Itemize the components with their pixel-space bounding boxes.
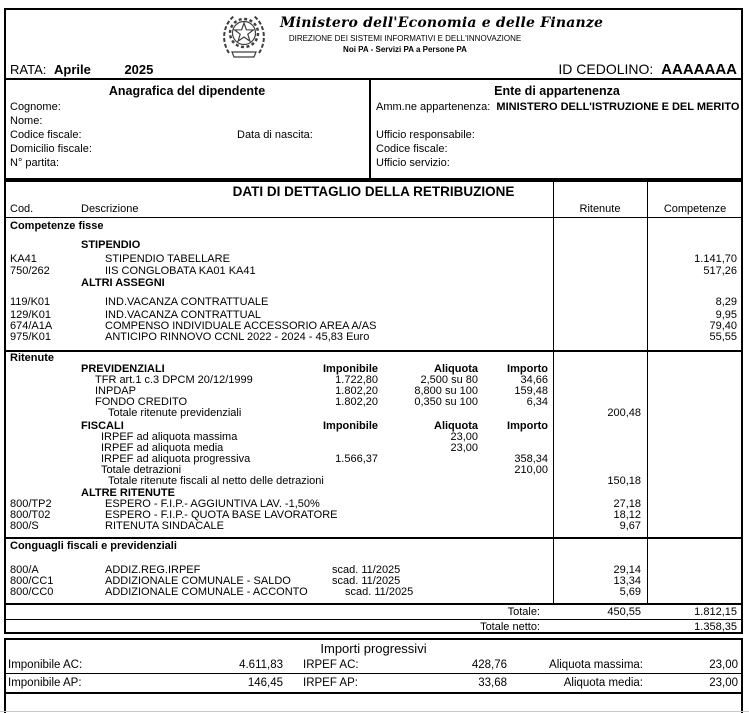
row-desc: IIS CONGLOBATA KA01 KA41 [105,265,256,277]
row-importo: 159,48 [514,385,548,397]
col-aliquota: Aliquota [434,363,478,375]
irpef-ac-value: 428,76 [471,659,507,671]
totale-netto-row [0,621,749,634]
totale-label: Totale: [507,606,540,618]
dettaglio-column-header-row [0,203,749,216]
row-code: 975/K01 [10,331,51,343]
id-cedolino-line [558,61,737,78]
row-imponibile: 1.802,20 [335,396,378,408]
subsection-title: ALTRE RITENUTE [81,487,175,499]
id-cedolino-value: AAAAAAA [661,61,737,78]
irpef-ac-label: IRPEF AC: [303,659,359,671]
table-row [0,586,749,599]
section-title: Ritenute [10,352,54,364]
row-code: 119/K01 [10,296,51,308]
row-aliquota: 23,00 [450,442,478,454]
section-competenze-fisse [0,220,749,233]
row-competenze: 8,29 [715,296,737,308]
row-importo: 210,00 [514,464,548,476]
table-row [0,331,749,344]
row-desc: ESPERO - F.I.P.- AGGIUNTIVA LAV. -1,50% [105,498,320,510]
row-code: 750/262 [10,265,50,277]
section-line-conguagli [4,537,743,539]
irpef-ap-label: IRPEF AP: [303,677,358,689]
row-desc: RITENUTA SINDACALE [105,520,224,532]
ministry-service-line: Noi PA - Servizi PA a Persone PA [343,45,467,54]
progressivi-separator-line [6,673,741,674]
row-ritenute: 13,34 [613,575,641,587]
totale-netto-value: 1.358,35 [694,621,737,633]
totale-netto-label: Totale netto: [480,621,540,633]
row-desc: COMPENSO INDIVIDUALE ACCESSORIO AREA A/AS [105,320,377,332]
id-cedolino-label: ID CEDOLINO: [558,61,654,77]
table-row [0,296,749,309]
row-imponibile: 1.722,80 [335,374,378,386]
row-code: 129/K01 [10,309,51,321]
codice-fiscale-label: Codice fiscale: [10,129,82,141]
ente-title: Ente di appartenenza [494,84,620,98]
row-ritenute: 5,69 [619,586,641,598]
row-imponibile: 1.566,37 [335,453,378,465]
totale-ritenute: 150,18 [607,475,641,487]
totale-ritenute: 200,48 [607,407,641,419]
col-importo: Importo [507,363,548,375]
ministry-title: Ministero dell'Economia e delle Finanze [280,15,604,31]
col-ritenute: Ritenute [579,203,621,215]
row-desc: ADDIZIONALE COMUNALE - ACCONTO [105,586,308,598]
subsection-stipendio [0,239,749,252]
ufficio-responsabile-label: Ufficio responsabile: [376,129,475,141]
progressivi-title: Importi progressivi [320,641,427,656]
col-descrizione: Descrizione [81,203,139,215]
section-title: Conguagli fiscali e previdenziali [10,540,177,552]
row-code: 800/T02 [10,509,51,521]
domicilio-fiscale-label: Domicilio fiscale: [10,143,92,155]
section-title: Competenze fisse [10,220,104,232]
col-competenze: Competenze [663,203,727,215]
row-desc: IND.VACANZA CONTRATTUALE [105,296,269,308]
amministrazione-line [376,101,739,114]
row-desc: Totale detrazioni [101,464,182,476]
subsection-title: ALTRI ASSEGNI [81,277,165,289]
table-row [0,520,749,533]
imponibile-ap-value: 146,45 [247,677,283,689]
row-desc: ADDIZ.REG.IRPEF [105,564,201,576]
row-desc: ESPERO - F.I.P.- QUOTA BASE LAVORATORE [105,509,338,521]
row-scadenza: scad. 11/2025 [332,564,401,576]
col-imponibile: Imponibile [323,363,378,375]
aliquota-media-label: Aliquota media: [563,677,643,689]
cognome-label: Cognome: [10,101,61,113]
row-aliquota: 8,800 su 100 [414,385,478,397]
totali-top-line [4,603,743,605]
anagrafica-title: Anagrafica del dipendente [108,84,266,98]
col-importo: Importo [507,420,548,432]
irpef-ap-value: 33,68 [478,677,507,689]
totale-row [0,606,749,619]
row-code: 800/CC1 [10,575,54,587]
row-desc: IRPEF ad aliquota media [101,442,224,454]
row-desc: ANTICIPO RINNOVO CCNL 2022 - 2024 - 45,83 Euro [105,331,370,343]
italy-emblem-icon [220,11,268,61]
row-scadenza: scad. 11/2025 [332,575,401,587]
totale-previdenziali-row [0,407,749,420]
row-code: 800/CC0 [10,586,54,598]
row-ritenute: 9,67 [619,520,641,532]
amministrazione-value: MINISTERO DELL'ISTRUZIONE E DEL MERITO [496,101,740,113]
row-ritenute: 29,14 [613,564,641,576]
ministry-subtitle: DIREZIONE DEI SISTEMI INFORMATIVI E DELL'INNOVAZIONE [288,34,522,43]
rata-month: Aprile [53,62,91,77]
imponibile-ac-label: Imponibile AC: [8,659,83,671]
page-bottom-edge [0,711,749,712]
col-aliquota: Aliquota [434,420,478,432]
row-ritenute: 18,12 [613,509,641,521]
row-ritenute: 27,18 [613,498,641,510]
totale-competenze: 1.812,15 [694,606,737,618]
progressivi-row [0,659,749,672]
row-aliquota: 23,00 [450,431,478,443]
imponibile-ac-value: 4.611,83 [239,659,283,671]
row-competenze: 1.141,70 [694,253,737,265]
row-competenze: 517,26 [703,265,737,277]
aliquota-massima-value: 23,00 [709,659,738,671]
row-desc: FONDO CREDITO [95,396,188,408]
row-desc: STIPENDIO TABELLARE [105,253,230,265]
row-code: 800/S [10,520,39,532]
row-code: KA41 [10,253,37,265]
amministrazione-label: Amm.ne appartenenza: [376,101,491,113]
row-desc: IRPEF ad aliquota progressiva [101,453,251,465]
row-desc: IND.VACANZA CONTRATTUAL [105,309,262,321]
rata-year: 2025 [124,62,154,77]
row-competenze: 55,55 [709,331,737,343]
subsection-title: STIPENDIO [81,239,141,251]
ufficio-servizio-label: Ufficio servizio: [376,157,450,169]
nome-label: Nome: [10,115,43,127]
rata-label: RATA: [10,62,47,77]
section-conguagli [0,540,749,553]
row-importo: 34,66 [520,374,548,386]
subsection-title: PREVIDENZIALI [81,363,165,375]
col-imponibile: Imponibile [323,420,378,432]
data-nascita-label: Data di nascita: [237,129,313,141]
row-code: 800/A [10,564,39,576]
aliquota-massima-label: Aliquota massima: [549,659,643,671]
dettaglio-title: DATI DI DETTAGLIO DELLA RETRIBUZIONE [232,184,515,199]
imponibile-ap-label: Imponibile AP: [8,677,82,689]
ente-codice-fiscale-label: Codice fiscale: [376,143,448,155]
row-desc: IRPEF ad aliquota massima [101,431,238,443]
progressivi-row [0,677,749,690]
totali-separator-line [4,619,743,620]
header-row-line [4,217,743,218]
row-desc: INPDAP [95,385,136,397]
totale-label: Totale ritenute previdenziali [108,407,242,419]
totale-ritenute: 450,55 [607,606,641,618]
row-competenze: 79,40 [709,320,737,332]
row-competenze: 9,95 [715,309,737,321]
subsection-altri-assegni [0,277,749,290]
row-desc: ADDIZIONALE COMUNALE - SALDO [105,575,291,587]
row-importo: 6,34 [526,396,548,408]
row-aliquota: 2,500 su 80 [420,374,478,386]
aliquota-media-value: 23,00 [709,677,738,689]
n-partita-label: N° partita: [10,157,60,169]
row-imponibile: 1.802,20 [335,385,378,397]
row-desc: TFR art.1 c.3 DPCM 20/12/1999 [95,374,253,386]
row-aliquota: 0,350 su 100 [414,396,478,408]
row-scadenza: scad. 11/2025 [345,586,414,598]
subsection-title: FISCALI [81,420,124,432]
row-importo: 358,34 [514,453,548,465]
col-cod: Cod. [10,203,34,215]
row-code: 800/TP2 [10,498,52,510]
rata-line [10,62,153,77]
totale-label: Totale ritenute fiscali al netto delle detrazioni [108,475,324,487]
row-code: 674/A1A [10,320,53,332]
